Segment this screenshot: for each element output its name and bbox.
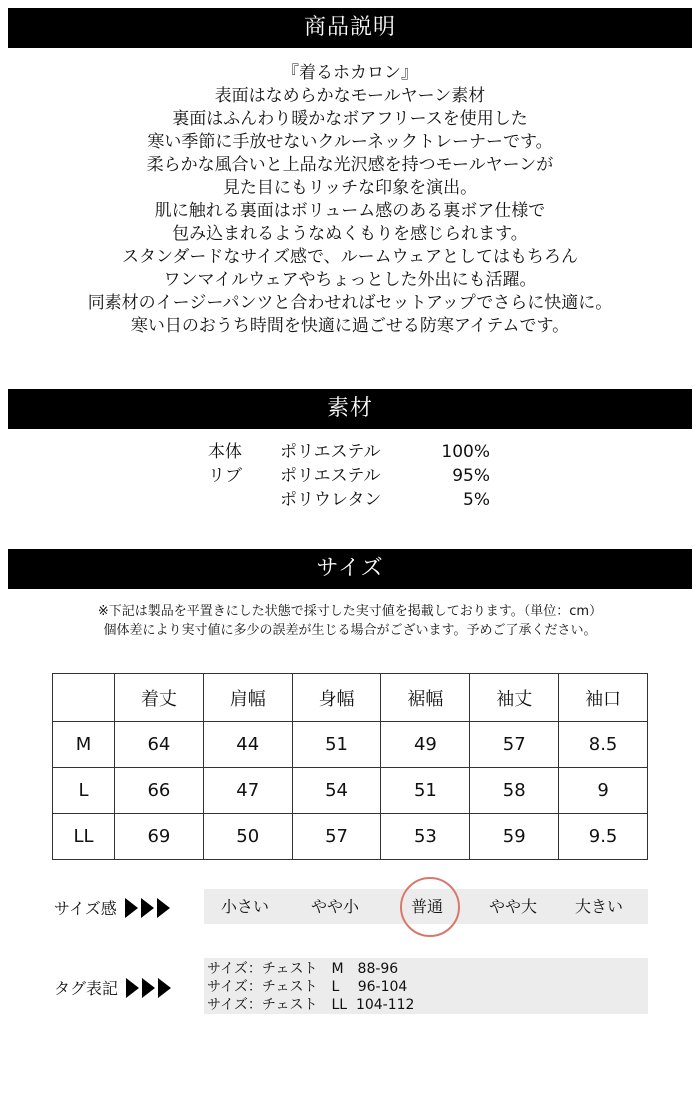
material-percent: 95% [452,466,490,486]
description-line: 包み込まれるようなぬくもりを感じられます。 [172,224,528,244]
tag-line: サイズ：チェスト LL 104-112 [207,997,415,1013]
tag-label: タグ表記 [54,979,119,998]
size-value: 8.5 [559,722,648,768]
material-list [208,440,490,512]
fit-option-selected: 普通 [411,897,444,916]
size-value: 54 [292,768,381,814]
size-table-header: 袖口 [559,674,648,722]
description-line: 裏面はふんわり暖かなボアフリースを使用した [172,109,528,129]
size-value: 69 [115,814,204,860]
size-value: 53 [381,814,470,860]
description-line: 表面はなめらかなモールヤーン素材 [214,86,486,106]
description-line: スタンダードなサイズ感で、ルームウェアとしてはもちろん [122,247,578,267]
size-note [0,602,700,640]
size-note-line: 個体差により実寸値に多少の誤差が生じる場合がございます。予めご了承ください。 [103,623,597,638]
size-value: 9.5 [559,814,648,860]
size-value: 47 [203,768,292,814]
size-table-header: 肩幅 [203,674,292,722]
fit-label: サイズ感 [54,899,117,918]
table-row [53,814,648,860]
size-table-header-row [53,674,648,722]
size-table-corner [53,674,115,722]
size-value: 49 [381,722,470,768]
description-line: 同素材のイージーパンツと合わせればセットアップでさらに快適に。 [87,293,613,313]
description-line: 肌に触れる裏面はボリューム感のある裏ボア仕様で [154,201,546,221]
size-value: 59 [470,814,559,860]
material-row [208,464,490,488]
tag-box [204,958,648,1014]
material-name: ポリエステル [280,466,381,486]
size-value: 57 [470,722,559,768]
size-value: 57 [292,814,381,860]
size-table [52,673,648,860]
size-note-line: ※下記は製品を平置きにした状態で採寸した実寸値を掲載しております。（単位：cm） [97,604,603,619]
fit-option: やや小 [311,897,360,916]
size-section-header: サイズ [8,549,692,589]
material-section-header: 素材 [8,389,692,429]
size-value: 50 [203,814,292,860]
size-table-header: 袖丈 [470,674,559,722]
material-row [208,440,490,464]
tag-line: サイズ：チェスト L 96-104 [207,979,408,995]
selected-fit-circle [400,877,460,937]
fit-option: 大きい [575,897,624,916]
material-row [208,488,490,512]
fit-label-group [54,896,173,919]
material-part [208,488,280,512]
fit-option: 小さい [221,897,270,916]
table-row [53,722,648,768]
material-name: ポリウレタン [280,490,382,510]
material-part: 本体 [208,442,242,462]
description-line: 柔らかな風合いと上品な光沢感を持つモールヤーンが [146,155,554,175]
material-percent: 5% [463,490,490,510]
product-description [0,62,700,338]
triple-arrow-icon [125,898,173,918]
description-line: 『着るホカロン』 [282,63,418,83]
size-value: 51 [381,768,470,814]
table-row [53,768,648,814]
description-line: 見た目にもリッチな印象を演出。 [222,178,478,198]
size-label: M [53,722,115,768]
size-table-header: 着丈 [115,674,204,722]
size-value: 9 [559,768,648,814]
material-percent: 100% [441,442,490,462]
size-label: L [53,768,115,814]
size-value: 66 [115,768,204,814]
size-value: 58 [470,768,559,814]
material-name: ポリエステル [280,442,381,462]
description-line: ワンマイルウェアやちょっとした外出にも活躍。 [163,270,537,290]
size-value: 64 [115,722,204,768]
description-section-header: 商品説明 [8,8,692,48]
description-line: 寒い季節に手放せないクルーネックトレーナーです。 [147,132,553,152]
size-table-header: 身幅 [292,674,381,722]
triple-arrow-icon [126,978,174,998]
tag-label-group [54,976,174,999]
size-value: 44 [203,722,292,768]
size-table-header: 裾幅 [381,674,470,722]
fit-option: やや大 [489,897,538,916]
size-value: 51 [292,722,381,768]
description-line: 寒い日のおうち時間を快適に過ごせる防寒アイテムです。 [130,316,570,336]
material-part: リブ [208,466,242,486]
tag-line: サイズ：チェスト M 88-96 [207,961,399,977]
size-label: LL [53,814,115,860]
